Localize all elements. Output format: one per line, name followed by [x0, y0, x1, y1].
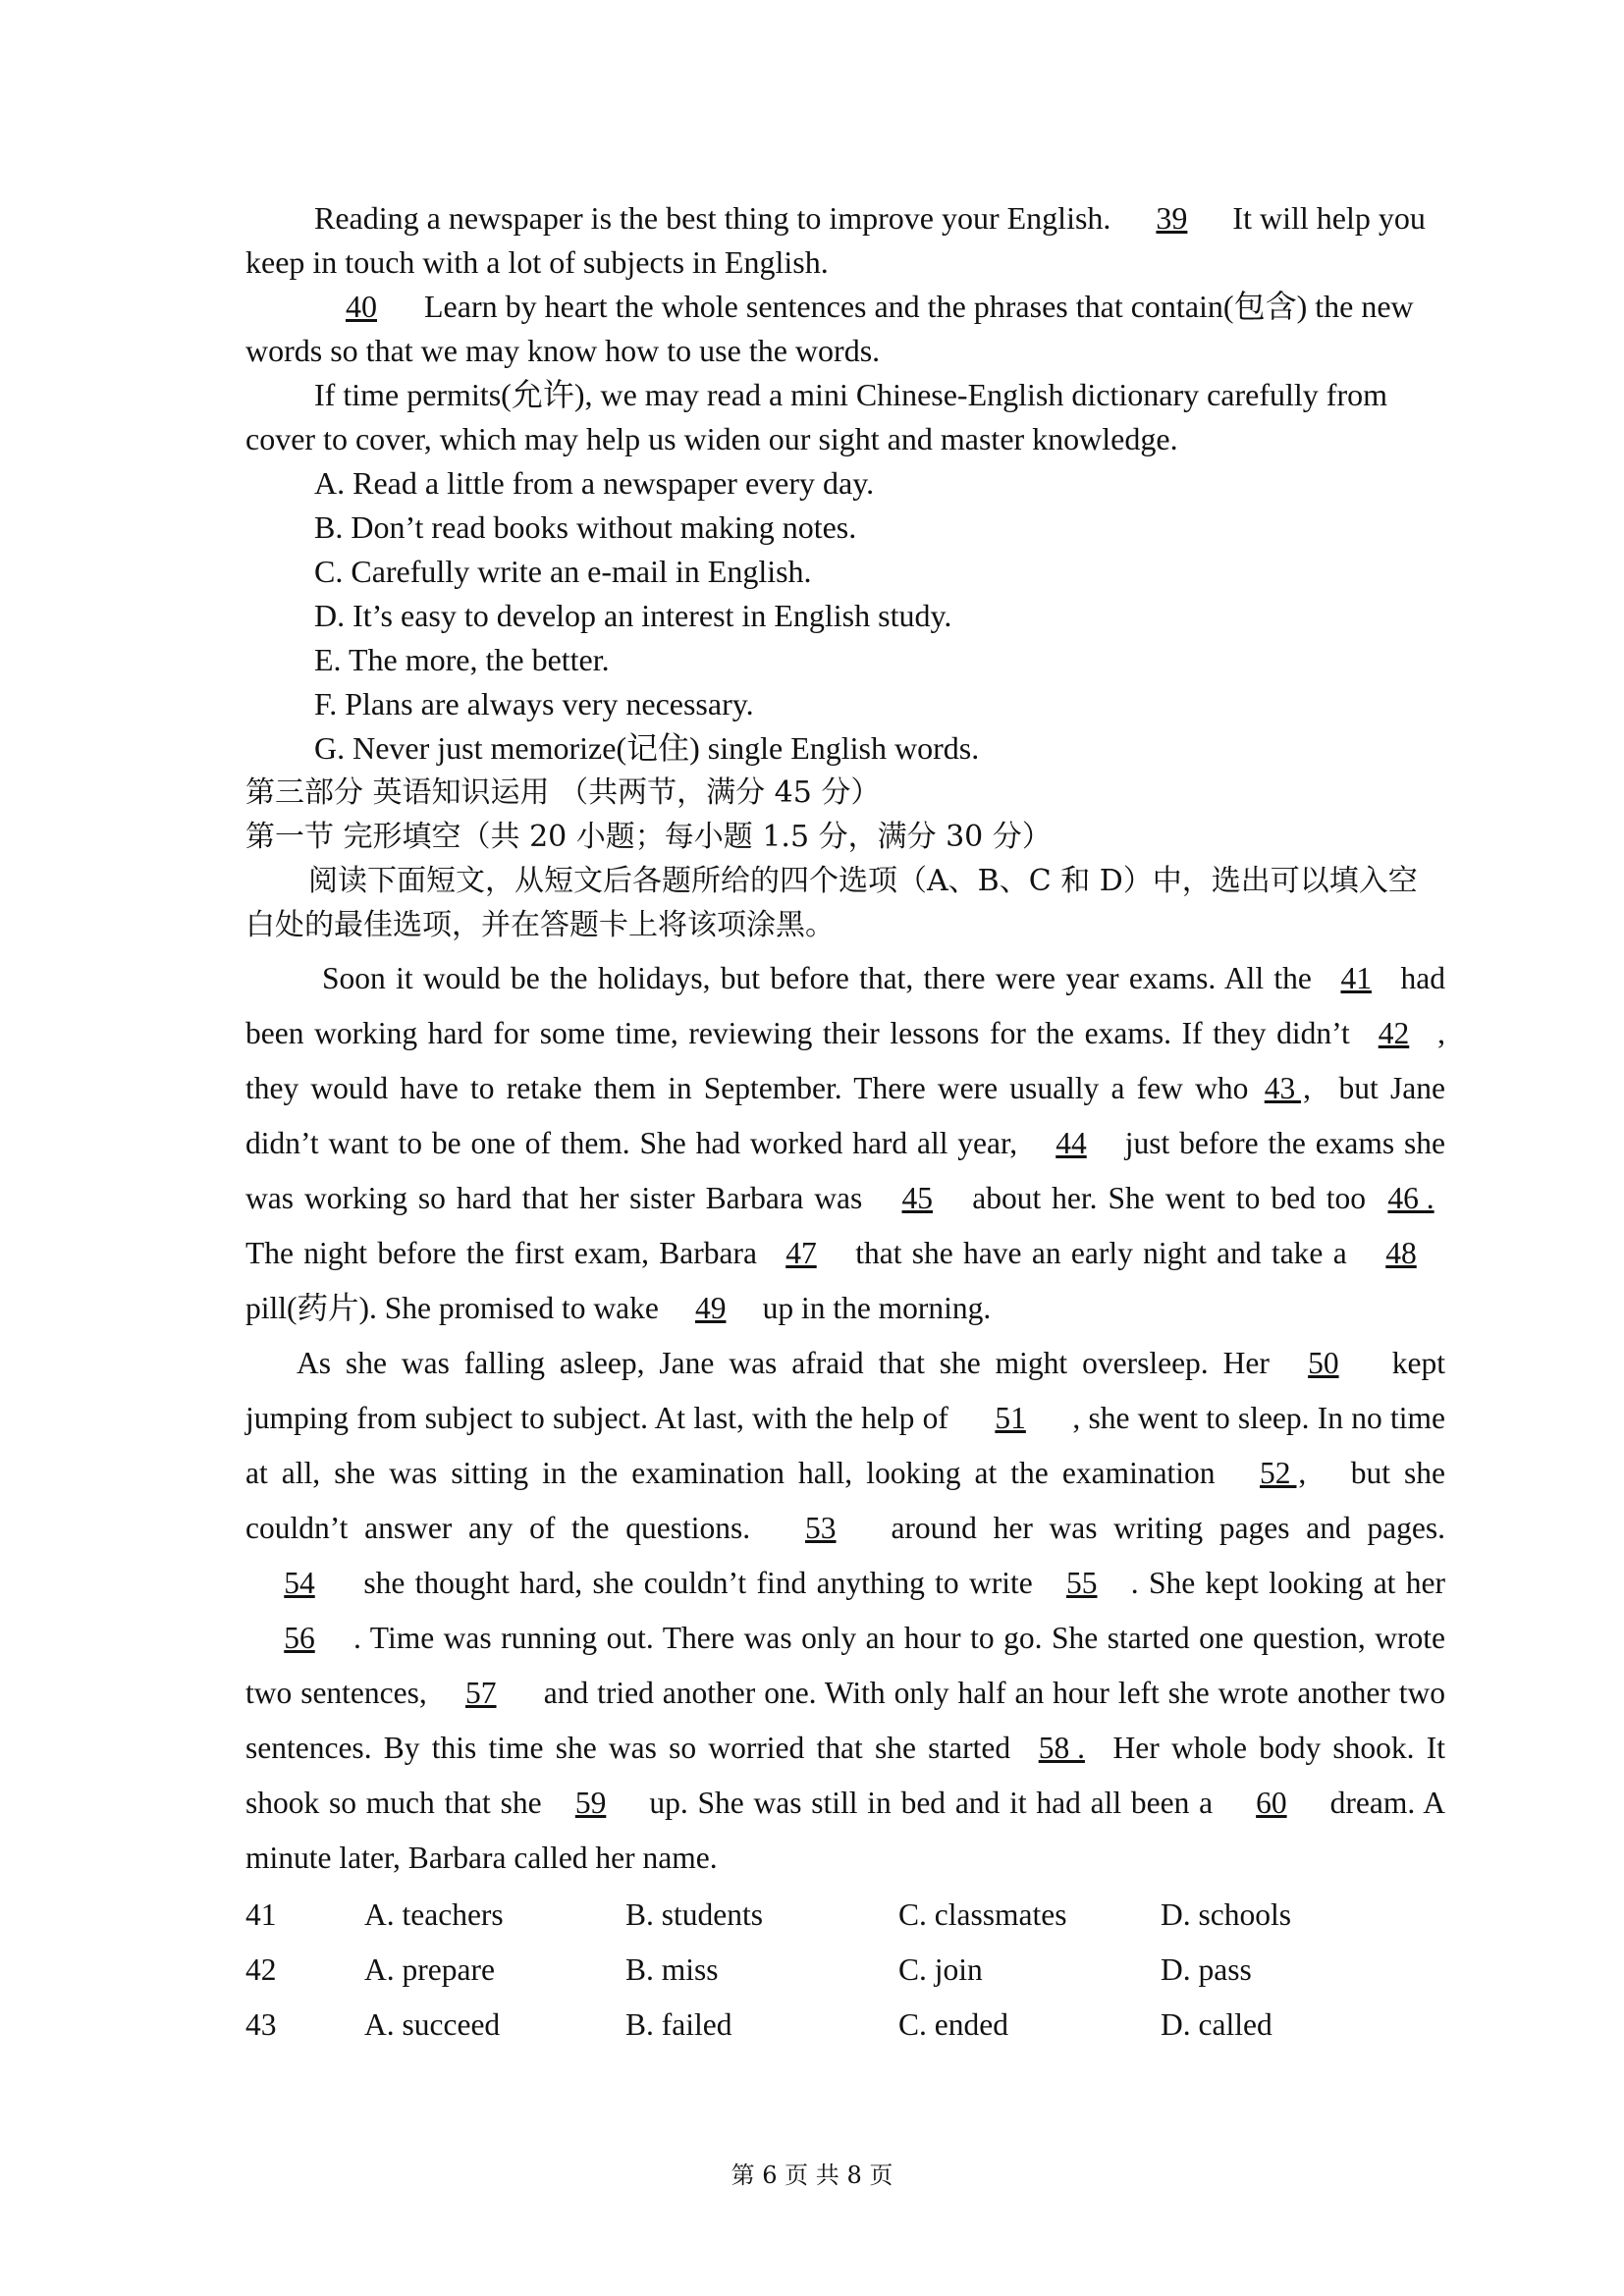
blank-40: 40 [346, 289, 377, 324]
reading-paragraph-3: If time permits(允许), we may read a mini Chinese-English dictionary carefully from cover to cover, which may help us widen our sight and master knowledge. [245, 377, 1388, 456]
choice-c: C. ended [898, 2007, 1008, 2042]
choice-a: A. prepare [364, 1952, 495, 1987]
choice-b: B. failed [625, 2007, 732, 2042]
blank-39: 39 [1156, 200, 1188, 236]
blank-60: 60 [1256, 1786, 1287, 1820]
blank-55: 55 [1065, 1566, 1098, 1600]
blank-44: 44 [1056, 1126, 1087, 1160]
choice-c: C. join [898, 1952, 983, 1987]
page-footer: 第 6 页 共 8 页 [731, 2162, 893, 2189]
question-number: 43 [245, 2007, 277, 2042]
cloze-paragraph-2: As she was falling asleep, Jane was afraid that she might oversleep. Her 50 kept jumping from subject to subject. At last, with the help of 51 , she went to sleep. In no time at all, she was sitting in the examination hall, looking at the examination 52 , but she couldn’t answer any of the questions. 53 around her was writing pages and pages. 54 she thought hard, she couldn’t find anything to write 55 . She kept looking at her56 . Time was running out. There was only an hour to go. She started one question, wrote two sentences, 57 and tried another one. With only half an hour left she wrote another two sentences. By this time she was so worried that she started 58 . Her whole body shook. It shook so much that she 59 up. She was still in bed and it had all been a 60 dream. A minute later, Barbara called her name. [245, 1336, 1445, 1886]
choice-b: B. miss [625, 1952, 719, 1987]
cloze-paragraph-1: Soon it would be the holidays, but before that, there were year exams. All the 41 had been working hard for some time, reviewing their lessons for the exams. If they didn’t 42 , they would have to retake them in September. There were usually a few who 43 , but Jane didn’t want to be one of them. She had worked hard all year, 44 just before the exams she was working so hard that her sister Barbara was 45 about her. She went to bed too 46 . The night before the first exam, Barbara 47 that she have an early night and take a 48 pill(药片). She promised to wake 49 up in the morning. [245, 951, 1445, 1336]
blank-45: 45 [901, 1181, 933, 1215]
section-header [245, 771, 1445, 947]
instructions: 阅读下面短文，从短文后各题所给的四个选项（A、B、C 和 D）中，选出可以填入空白处的最佳选项，并在答题卡上将该项涂黑。 [245, 864, 1418, 942]
option-a: A. Read a little from a newspaper every day. [314, 465, 875, 501]
choice-c: C. classmates [898, 1897, 1067, 1932]
reading-paragraph-1: Reading a newspaper is the best thing to improve your English. 39 It will help you keep in touch with a lot of subjects in English. [245, 196, 1445, 285]
blank-52: 52 , [1260, 1456, 1307, 1490]
blank-46: 46 . [1387, 1181, 1435, 1215]
blank-43: 43 , [1264, 1071, 1311, 1105]
blank-42: 42 [1378, 1016, 1410, 1050]
blank-59: 59 [574, 1786, 607, 1820]
choice-d: D. pass [1161, 1952, 1252, 1987]
option-f: F. Plans are always very necessary. [314, 686, 754, 721]
part3-heading: 第三部分 英语知识运用 （共两节，满分 45 分） [245, 775, 881, 810]
blank-50: 50 [1308, 1346, 1339, 1380]
question-number: 41 [245, 1897, 277, 1932]
reading-paragraph-2: 40 Learn by heart the whole sentences and the phrases that contain(包含) the new words so that we may know how to use the words. [245, 285, 1445, 373]
choice-b: B. students [625, 1897, 764, 1932]
option-g: G. Never just memorize(记住) single English words. [314, 730, 980, 766]
blank-56: 56 [284, 1621, 315, 1655]
choice-d: D. schools [1161, 1897, 1291, 1932]
blank-53: 53 [805, 1511, 837, 1545]
option-c: C. Carefully write an e-mail in English. [314, 554, 812, 589]
blank-41: 41 [1340, 961, 1372, 995]
cloze-passage [245, 951, 1445, 1886]
choice-d: D. called [1161, 2007, 1272, 2042]
choice-row-43 [245, 1998, 1445, 2053]
answer-choices [245, 1888, 1445, 2053]
choice-a: A. teachers [364, 1897, 504, 1932]
blank-47: 47 [785, 1236, 817, 1270]
option-d: D. It’s easy to develop an interest in English study. [314, 598, 952, 633]
option-b: B. Don’t read books without making notes. [314, 509, 857, 545]
option-e: E. The more, the better. [314, 642, 610, 677]
blank-48: 48 [1385, 1236, 1417, 1270]
exam-page [245, 196, 1445, 2053]
choice-row-42 [245, 1943, 1445, 1998]
choice-row-41 [245, 1888, 1445, 1943]
blank-51: 51 [995, 1401, 1026, 1435]
choice-a: A. succeed [364, 2007, 501, 2042]
section1-heading: 第一节 完形填空（共 20 小题；每小题 1.5 分，满分 30 分） [245, 820, 1052, 854]
reading-section [245, 196, 1445, 771]
blank-57: 57 [465, 1676, 497, 1710]
question-number: 42 [245, 1952, 277, 1987]
blank-49: 49 [694, 1291, 727, 1325]
blank-58: 58 . [1038, 1731, 1085, 1765]
blank-54: 54 [284, 1566, 315, 1600]
